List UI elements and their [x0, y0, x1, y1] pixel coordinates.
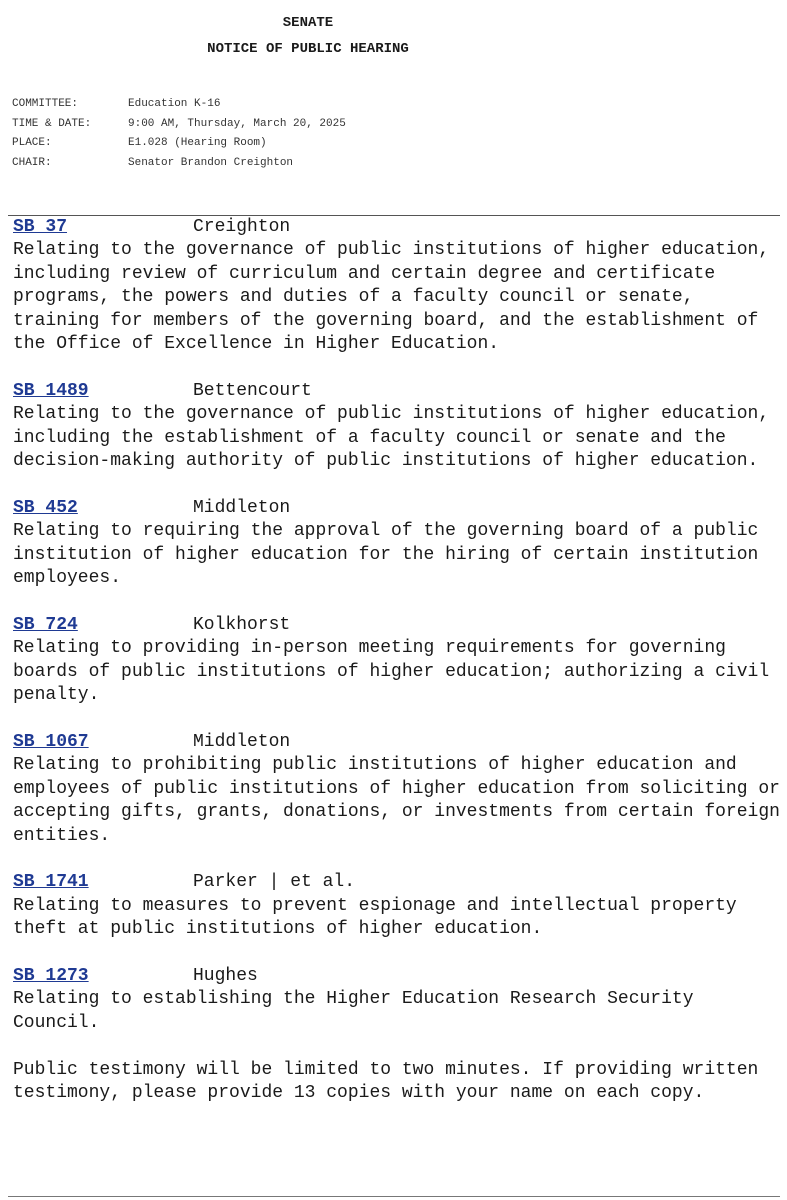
chair-label: CHAIR:: [12, 156, 52, 169]
bill-link-sb-1067[interactable]: SB 1067: [13, 731, 89, 752]
bill-link-sb-452[interactable]: SB 452: [13, 497, 78, 518]
bill-author: Bettencourt: [193, 380, 312, 401]
bill-author: Creighton: [193, 217, 291, 237]
notice-title: NOTICE OF PUBLIC HEARING: [207, 41, 409, 57]
bill-link-sb-724[interactable]: SB 724: [13, 614, 78, 635]
bill-description: Relating to providing in-person meeting requirements for governing boards of public institutions of higher education; authorizing a civil penalty.: [13, 638, 770, 706]
hearing-details: [12, 95, 346, 173]
committee-value: Education K-16: [128, 98, 221, 110]
bill-link-sb-1741[interactable]: SB 1741: [13, 872, 89, 893]
chair-value: Senator Brandon Creighton: [128, 156, 294, 169]
place-value: E1.028 (Hearing Room): [128, 137, 267, 149]
bill-list: [13, 216, 783, 1105]
bill-author: Middleton: [193, 497, 291, 518]
bill-item: [13, 380, 783, 474]
committee-label: COMMITTEE:: [12, 98, 79, 110]
bill-description: Relating to measures to prevent espionage and intellectual property theft at public institutions of higher education.: [13, 895, 737, 940]
bill-author: Kolkhorst: [193, 614, 291, 635]
time-row: [12, 115, 346, 135]
bill-author: Hughes: [193, 965, 258, 986]
chamber-title: SENATE: [282, 15, 334, 31]
notice-header: [0, 10, 616, 62]
bill-author: Parker | et al.: [193, 872, 356, 893]
bill-description: Relating to establishing the Higher Education Research Security Council.: [13, 989, 694, 1033]
place-label: PLACE:: [12, 137, 52, 149]
bill-item: [13, 965, 783, 1035]
bill-link-sb-37[interactable]: SB 37: [13, 217, 68, 237]
chair-row: [12, 154, 346, 174]
bill-item: [13, 497, 783, 591]
bill-item: [13, 731, 783, 848]
bill-description: Relating to prohibiting public institutions of higher education and employees of public institutions of higher education from soliciting or accepting gifts, grants, donations, or investments from certain foreign entities.: [13, 755, 780, 846]
time-label: TIME & DATE:: [12, 117, 92, 130]
bill-description: Relating to the governance of public institutions of higher education, including the establishment of a faculty council or senate and the decision-making authority of public institutions of higher education.: [13, 404, 770, 472]
bill-item: [13, 216, 783, 356]
bill-link-sb-1489[interactable]: SB 1489: [13, 380, 89, 401]
time-value: 9:00 AM, Thursday, March 20, 2025: [128, 117, 346, 130]
divider-bottom: [8, 1196, 780, 1197]
bill-item: [13, 871, 783, 941]
bill-author: Middleton: [193, 731, 291, 752]
testimony-notice: Public testimony will be limited to two minutes. If providing written testimony, please provide 13 copies with your name on each copy.: [13, 1059, 759, 1103]
bill-description: Relating to requiring the approval of the governing board of a public institution of higher education for the hiring of certain institution employees.: [13, 521, 759, 589]
bill-item: [13, 614, 783, 708]
committee-row: [12, 95, 346, 115]
bill-description: Relating to the governance of public institutions of higher education, including review of curriculum and certain degree and certificate programs, the powers and duties of a faculty council or senate, training for members of the governing board, and the establishment of the Office of Excellence in Higher Education.: [13, 240, 770, 355]
bill-link-sb-1273[interactable]: SB 1273: [13, 965, 89, 986]
place-row: [12, 134, 346, 154]
